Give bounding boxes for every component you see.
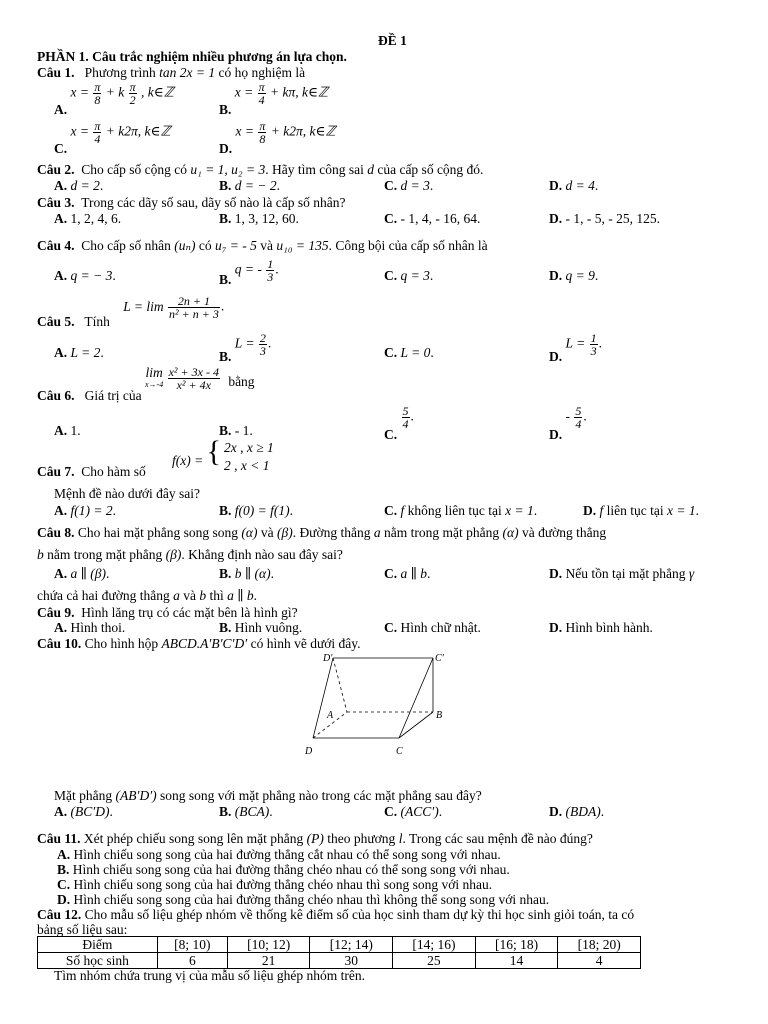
q6-option-c[interactable]: C. $\frac{5}{4}$ .	[384, 404, 414, 442]
q3-option-a[interactable]: A. 1, 2, 4, 6.	[54, 211, 122, 226]
table-cell: 14	[475, 953, 558, 969]
question-3: Câu 3. Trong các dãy số sau, dãy số nào là cấp số nhân?	[37, 195, 346, 210]
table-header-row	[38, 937, 641, 953]
q4-option-b[interactable]: B. q = - $\frac{1}{3}$ .	[219, 257, 279, 287]
q4-option-d[interactable]: D. q = 9.	[549, 268, 599, 283]
table-cell: 30	[310, 953, 393, 969]
q11-option-d[interactable]: D. Hình chiếu song song của hai đường thẳng chéo nhau thì không thể song song với nhau.	[57, 892, 550, 907]
q3-option-d[interactable]: D. - 1, - 5, - 25, 125.	[549, 211, 660, 226]
q5-option-a[interactable]: A. L = 2.	[54, 345, 104, 360]
table-cell: [18; 20)	[558, 937, 641, 953]
table-cell: Điểm	[38, 937, 158, 953]
q7-option-a[interactable]: A. f(1) = 2.	[54, 503, 116, 518]
q10-option-a[interactable]: A. (BC′D).	[54, 804, 113, 819]
q6-option-b[interactable]: B. - 1.	[219, 423, 253, 438]
table-cell: Số học sinh	[38, 953, 158, 969]
q8-option-d[interactable]: D. Nếu tồn tại mặt phẳng γ	[549, 566, 695, 581]
question-4: Câu 4. Cho cấp số nhân (uₙ) có u₇ = - 5 và u₁₀ = 135. Công bội của cấp số nhân là	[37, 238, 488, 253]
table-cell: [16; 18)	[475, 937, 558, 953]
question-10: Câu 10. Cho hình hộp ABCD.A′B′C′D′ có hình vẽ dưới đây.	[37, 636, 361, 651]
q5-option-b[interactable]: B. L = $\frac{2}{3}$ .	[219, 331, 272, 364]
table-cell: [14; 16)	[393, 937, 476, 953]
q2-option-c[interactable]: C. d = 3.	[384, 178, 434, 193]
question-5: Câu 5. Tính L = lim $\frac{2n + 1}{\text{n² + n + 3}}$ .	[37, 294, 225, 329]
q1-option-b[interactable]: B. x = $\frac{\pi}{4}$ + kπ, k∈ℤ	[219, 80, 329, 117]
q8-option-a[interactable]: A. a ∥ (β).	[54, 566, 110, 581]
q10-option-d[interactable]: D. (BDA).	[549, 804, 605, 819]
q10-option-c[interactable]: C. (ACC′).	[384, 804, 443, 819]
q12-line-2: bảng số liệu sau:	[37, 922, 128, 937]
parallelepiped-figure	[295, 650, 465, 760]
q5-option-c[interactable]: C. L = 0.	[384, 345, 434, 360]
edge-cpc	[399, 658, 433, 738]
q9-option-d[interactable]: D. Hình bình hành.	[549, 620, 653, 635]
q5-option-d[interactable]: D. L = $\frac{1}{3}$ .	[549, 331, 602, 364]
label-d: D	[305, 746, 313, 757]
q1-option-a[interactable]: A. x = $\frac{\pi}{8}$ + k $\frac{\pi}{2}$ , k∈ℤ	[54, 80, 174, 117]
q8-line-2: b nằm trong mặt phẳng (β). Khẳng định nào sau đây sai?	[37, 547, 343, 562]
q9-option-c[interactable]: C. Hình chữ nhật.	[384, 620, 481, 635]
q10-stem: Mặt phẳng (AB′D′) song song với mặt phẳng nào trong các mặt phẳng sau đây?	[54, 788, 482, 803]
q11-option-b[interactable]: B. Hình chiếu song song của hai đường thẳng chéo nhau có thể song song với nhau.	[57, 862, 510, 877]
q11-option-a[interactable]: A. Hình chiếu song song của hai đường thẳng cắt nhau có thể song song với nhau.	[57, 847, 501, 862]
edge-dpd	[313, 658, 333, 738]
q6-option-d[interactable]: D. - $\frac{5}{4}$ .	[549, 404, 587, 442]
question-6: Câu 6. Giá trị của lim x→-4 $\frac{\text{x² + 3x - 4}}{\text{x² + 4x}}$ bằng	[37, 364, 255, 403]
question-8: Câu 8. Cho hai mặt phẳng song song (α) và (β). Đường thẳng a nằm trong mặt phẳng (α) và đường thẳng	[37, 525, 607, 540]
q3-option-b[interactable]: B. 1, 3, 12, 60.	[219, 211, 299, 226]
q1-option-d[interactable]: D. x = $\frac{\pi}{8}$ + k2π, k∈ℤ	[219, 119, 336, 156]
question-9: Câu 9. Hình lăng trụ có các mặt bên là hình gì?	[37, 605, 298, 620]
q9-option-b[interactable]: B. Hình vuông.	[219, 620, 303, 635]
q9-option-a[interactable]: A. Hình thoi.	[54, 620, 126, 635]
label-c: C	[396, 746, 403, 757]
table-cell: 4	[558, 953, 641, 969]
q12-ask: Tìm nhóm chứa trung vị của mẫu số liệu ghép nhóm trên.	[54, 968, 366, 983]
q8-option-b[interactable]: B. b ∥ (α).	[219, 566, 274, 581]
part-heading: PHẦN 1. Câu trắc nghiệm nhiều phương án lựa chọn.	[37, 49, 347, 64]
q4-option-c[interactable]: C. q = 3.	[384, 268, 434, 283]
q6-option-a[interactable]: A. 1.	[54, 423, 81, 438]
q8-line-3: chứa cả hai đường thẳng a và b thì a ∥ b.	[37, 588, 257, 603]
label-b: B	[436, 710, 443, 721]
q4-option-a[interactable]: A. q = − 3.	[54, 268, 116, 283]
q2-option-b[interactable]: B. d = − 2.	[219, 178, 280, 193]
q1-option-c[interactable]: C. x = $\frac{\pi}{4}$ + k2π, k∈ℤ	[54, 119, 171, 156]
q7-option-c[interactable]: C. f không liên tục tại x = 1.	[384, 503, 538, 518]
table-cell: [12; 14)	[310, 937, 393, 953]
q2-option-a[interactable]: A. d = 2.	[54, 178, 104, 193]
edge-dpa	[333, 658, 347, 712]
table-cell: [10; 12)	[227, 937, 310, 953]
q7-option-d[interactable]: D. f liên tục tại x = 1.	[583, 503, 699, 518]
q11-option-c[interactable]: C. Hình chiếu song song của hai đường thẳng chéo nhau thì song song với nhau.	[57, 877, 493, 892]
label-dprime: D′	[323, 653, 333, 664]
q10-option-b[interactable]: B. (BCA).	[219, 804, 273, 819]
question-1: Câu 1. Phương trình tan 2x = 1 có họ nghiệm là	[37, 65, 306, 80]
q3-option-c[interactable]: C. - 1, 4, - 16, 64.	[384, 211, 481, 226]
q8-option-c[interactable]: C. a ∥ b.	[384, 566, 431, 581]
question-7-label: Câu 7. Cho hàm số	[37, 464, 146, 479]
label-cprime: C′	[435, 653, 444, 664]
table-cell: [8; 10)	[157, 937, 227, 953]
table-row	[38, 953, 641, 969]
label-a: A	[327, 710, 334, 721]
q2-option-d[interactable]: D. d = 4.	[549, 178, 599, 193]
exam-title: ĐỀ 1	[378, 33, 407, 48]
table-cell: 21	[227, 953, 310, 969]
q7-stem: Mệnh đề nào dưới đây sai?	[54, 486, 201, 501]
q7-option-b[interactable]: B. f(0) = f(1).	[219, 503, 293, 518]
question-12: Câu 12. Cho mẫu số liệu ghép nhóm về thống kê điểm số của học sinh tham dự kỳ thi học sinh giỏi toán, ta có	[37, 907, 635, 922]
q7-piecewise: f(x) = { 2x , x ≥ 1 2 , x < 1	[172, 435, 274, 473]
table-cell: 6	[157, 953, 227, 969]
question-2: Câu 2. Cho cấp số cộng có u₁ = 1, u₂ = 3. Hãy tìm công sai d của cấp số cộng đó.	[37, 162, 484, 177]
question-11: Câu 11. Xét phép chiếu song song lên mặt phẳng (P) theo phương l. Trong các sau mệnh đề nào đúng?	[37, 831, 593, 846]
table-cell: 25	[393, 953, 476, 969]
score-table	[37, 936, 641, 969]
